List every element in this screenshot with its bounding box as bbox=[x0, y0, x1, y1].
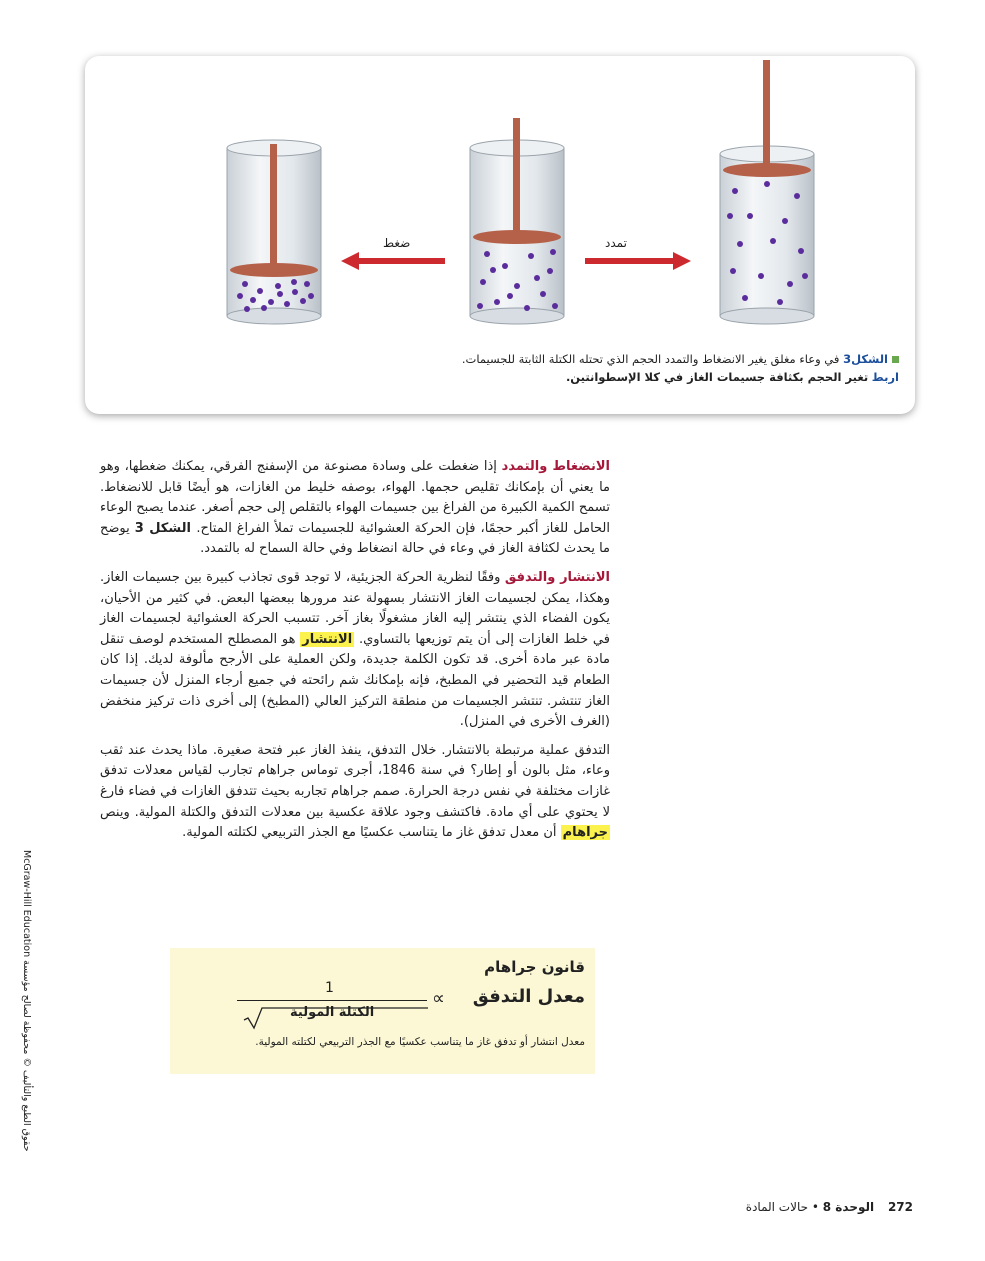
unit-label: الوحدة 8 bbox=[822, 1200, 875, 1214]
paragraph-diffusion: الانتشار والتدفق وفقًا لنظرية الحركة الجزيئية، لا توجد قوى تجاذب كبيرة بين جسيمات الغاز. وهكذا، يمكن لجسيمات الغاز الانتشار بسهولة عند مرورها ببعضها البعض. في كثير من الأحيان، يكون الفضاء الذي ينتشر إليه الغاز مشغولًا بغاز آخر. تتسبب الحركة العشوائية لجسيمات الغاز في خلط الغازات إلى أن يتم توزيعها بالتساوي. الانتشار هو المصطلح المستخدم لوصف تنقل مادة عبر مادة أخرى. قد تكون الكلمة جديدة، ولكن العملية على الأرجح مألوفة لديك. إذا كان الطعام قيد التحضير في المطبخ، فإنه بإمكانك شم رائحته في جميع أرجاء المنزل لأن جسيمات الغاز تنتشر. تنتشر الجسيمات من منطقة التركيز العالي (المطبخ) إلى أخرى ذات تركيز منخفض (الغرف الأخرى في المنزل). bbox=[100, 569, 610, 730]
expand-arrow bbox=[585, 252, 691, 270]
paragraph-compression: الانضغاط والتمدد إذا ضغطت على وسادة مصنوعة من الإسفنج الفرقي، يمكنك ضغطها، وهو ما يعني أن بإمكانك تقليص حجمها. الهواء، بوصفه خليط من الغازات، هو أيضًا قابل للانضغاط. تسمح الكمية الكبيرة من الفراغ بين جسيمات الهواء بالتقلص إلى حجم أصغر. عندما يصبح الوعاء الحامل للغاز أكبر حجمًا، فإن الحركة العشوائية للجسيمات تملأ الفراغ المتاح. الشكل 3 يوضح ما يحدث لكثافة الغاز في وعاء في حالة انضغاط وفي حالة السماح له بالتمدد. bbox=[100, 459, 610, 557]
chapter-title: حالات المادة bbox=[745, 1200, 809, 1214]
figure-reference: الشكل 3 bbox=[134, 520, 197, 536]
bullet-square bbox=[892, 356, 899, 363]
piston-rod bbox=[513, 118, 520, 238]
page-number: 272 bbox=[887, 1200, 913, 1214]
relate-label: اربط bbox=[871, 370, 899, 384]
piston bbox=[723, 163, 811, 177]
law-title: قانون جراهام bbox=[484, 958, 585, 976]
paragraph-effusion: التدفق عملية مرتبطة بالانتشار. خلال التدفق، ينفذ الغاز عبر فتحة صغيرة. ماذا يحدث عند ثقب وعاء، مثل بالون أو إطار؟ في سنة 1846، أجرى توماس جراهام تجارب لقياس معدلات تدفق غازات مختلفة في نفس درجة الحرارة. صمم جراهام تجاربه بحيث تتدفق الغازات في فضاء فارغ لا يحتوي على أي مادة. فاكتشف وجود علاقة عكسية بين معدلات التدفق والكتلة المولية. وينص جراهام أن معدل تدفق غاز ما يتناسب عكسيًا مع الجذر التربيعي لكتلته المولية. bbox=[100, 742, 611, 841]
figure-number: الشكل3 bbox=[843, 352, 888, 366]
compress-arrow bbox=[341, 252, 445, 270]
cylinders-illustration bbox=[85, 56, 915, 356]
caption-text: في وعاء مغلق يغير الانضغاط والتمدد الحجم الذي تحتله الكتلة الثابتة للجسيمات. bbox=[461, 352, 840, 366]
heading-diffusion: الانتشار والتدفق bbox=[504, 569, 610, 585]
cylinder-compressed bbox=[227, 140, 321, 324]
law-note: معدل انتشار أو تدفق غاز ما يتناسب عكسيًا مع الجذر التربيعي لكتلته المولية. bbox=[255, 1036, 585, 1048]
piston-rod bbox=[270, 144, 277, 269]
piston-rod bbox=[763, 60, 770, 170]
piston bbox=[230, 263, 318, 277]
piston bbox=[473, 230, 561, 244]
relate-text: تغير الحجم بكثافة جسيمات الغاز في كلا الإسطوانتين. bbox=[565, 370, 869, 384]
cylinder-expanded bbox=[720, 60, 814, 324]
heading-compression: الانضغاط والتمدد bbox=[501, 459, 610, 474]
body-text bbox=[100, 457, 610, 852]
cylinder-initial bbox=[470, 118, 564, 324]
page-footer bbox=[746, 1200, 913, 1214]
law-rate: معدل التدفق bbox=[472, 986, 585, 1007]
fraction-numerator: 1 bbox=[325, 980, 334, 996]
term-diffusion: الانتشار bbox=[302, 631, 353, 647]
figure-caption bbox=[99, 350, 899, 386]
expand-label: تمدد bbox=[605, 236, 627, 250]
compress-label: ضغط bbox=[383, 236, 411, 250]
grahams-law-box bbox=[170, 948, 595, 1074]
proportional-symbol: ∝ bbox=[432, 988, 445, 1009]
figure-panel bbox=[85, 56, 915, 414]
footer-bullet: • bbox=[811, 1200, 819, 1214]
fraction-line bbox=[237, 1000, 427, 1001]
term-graham: جراهام bbox=[562, 825, 608, 841]
fraction-denominator: الكتلة المولية bbox=[290, 1005, 375, 1020]
copyright-vertical: حقوق الطبع والتأليف © محفوظة لصالح مؤسسة McGraw-Hill Education bbox=[21, 850, 32, 1152]
